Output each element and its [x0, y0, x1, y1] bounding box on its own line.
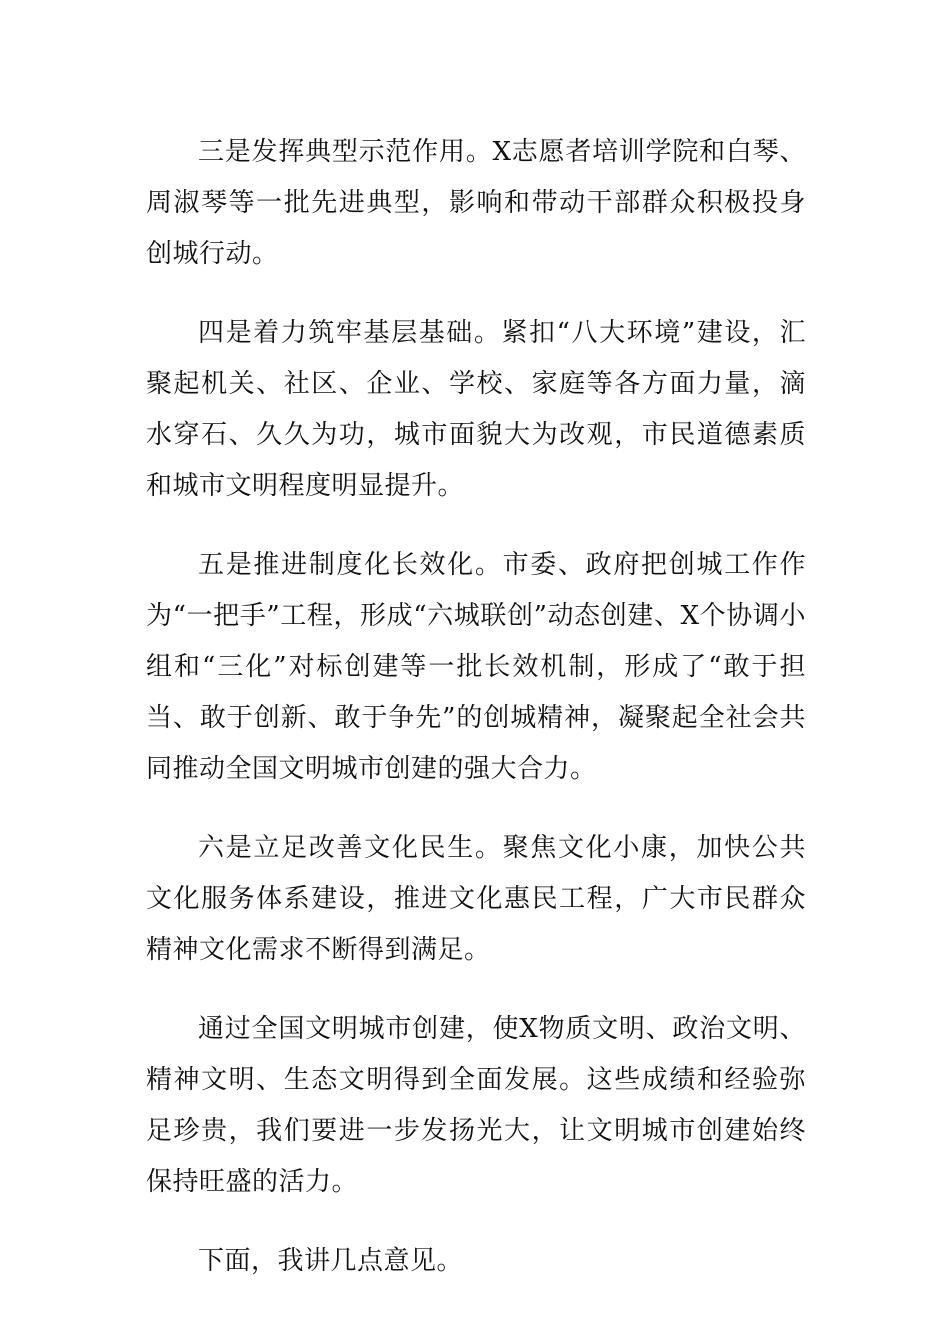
paragraph-6: 下面，我讲几点意见。 — [198, 1246, 464, 1276]
paragraph-4: 六是立足改善文化民生。聚焦文化小康，加快公共文化服务体系建设，推进文化惠民工程，广大市民群众精神文化需求不断得到满足。 — [146, 833, 806, 965]
paragraph-1: 三是发挥典型示范作用。X志愿者培训学院和白琴、周淑琴等一批先进典型，影响和带动干部群众积极投身创城行动。 — [146, 137, 806, 269]
document-body — [146, 127, 806, 1315]
paragraph-2: 四是着力筑牢基层基础。紧扣“八大环境”建设，汇聚起机关、社区、企业、学校、家庭等各方面力量，滴水穿石、久久为功，城市面貌大为改观，市民道德素质和城市文明程度明显提升。 — [146, 318, 806, 501]
paragraph-3: 五是推进制度化长效化。市委、政府把创城工作作为“一把手”工程，形成“六城联创”动态创建、X个协调小组和“三化”对标创建等一批长效机制，形成了“敢于担当、敢于创新、敢于争先”的创城精神，凝聚起全社会共同推动全国文明城市创建的强大合力。 — [146, 550, 806, 784]
paragraph-5: 通过全国文明城市创建，使X物质文明、政治文明、精神文明、生态文明得到全面发展。这些成绩和经验弥足珍贵，我们要进一步发扬光大，让文明城市创建始终保持旺盛的活力。 — [146, 1014, 806, 1197]
